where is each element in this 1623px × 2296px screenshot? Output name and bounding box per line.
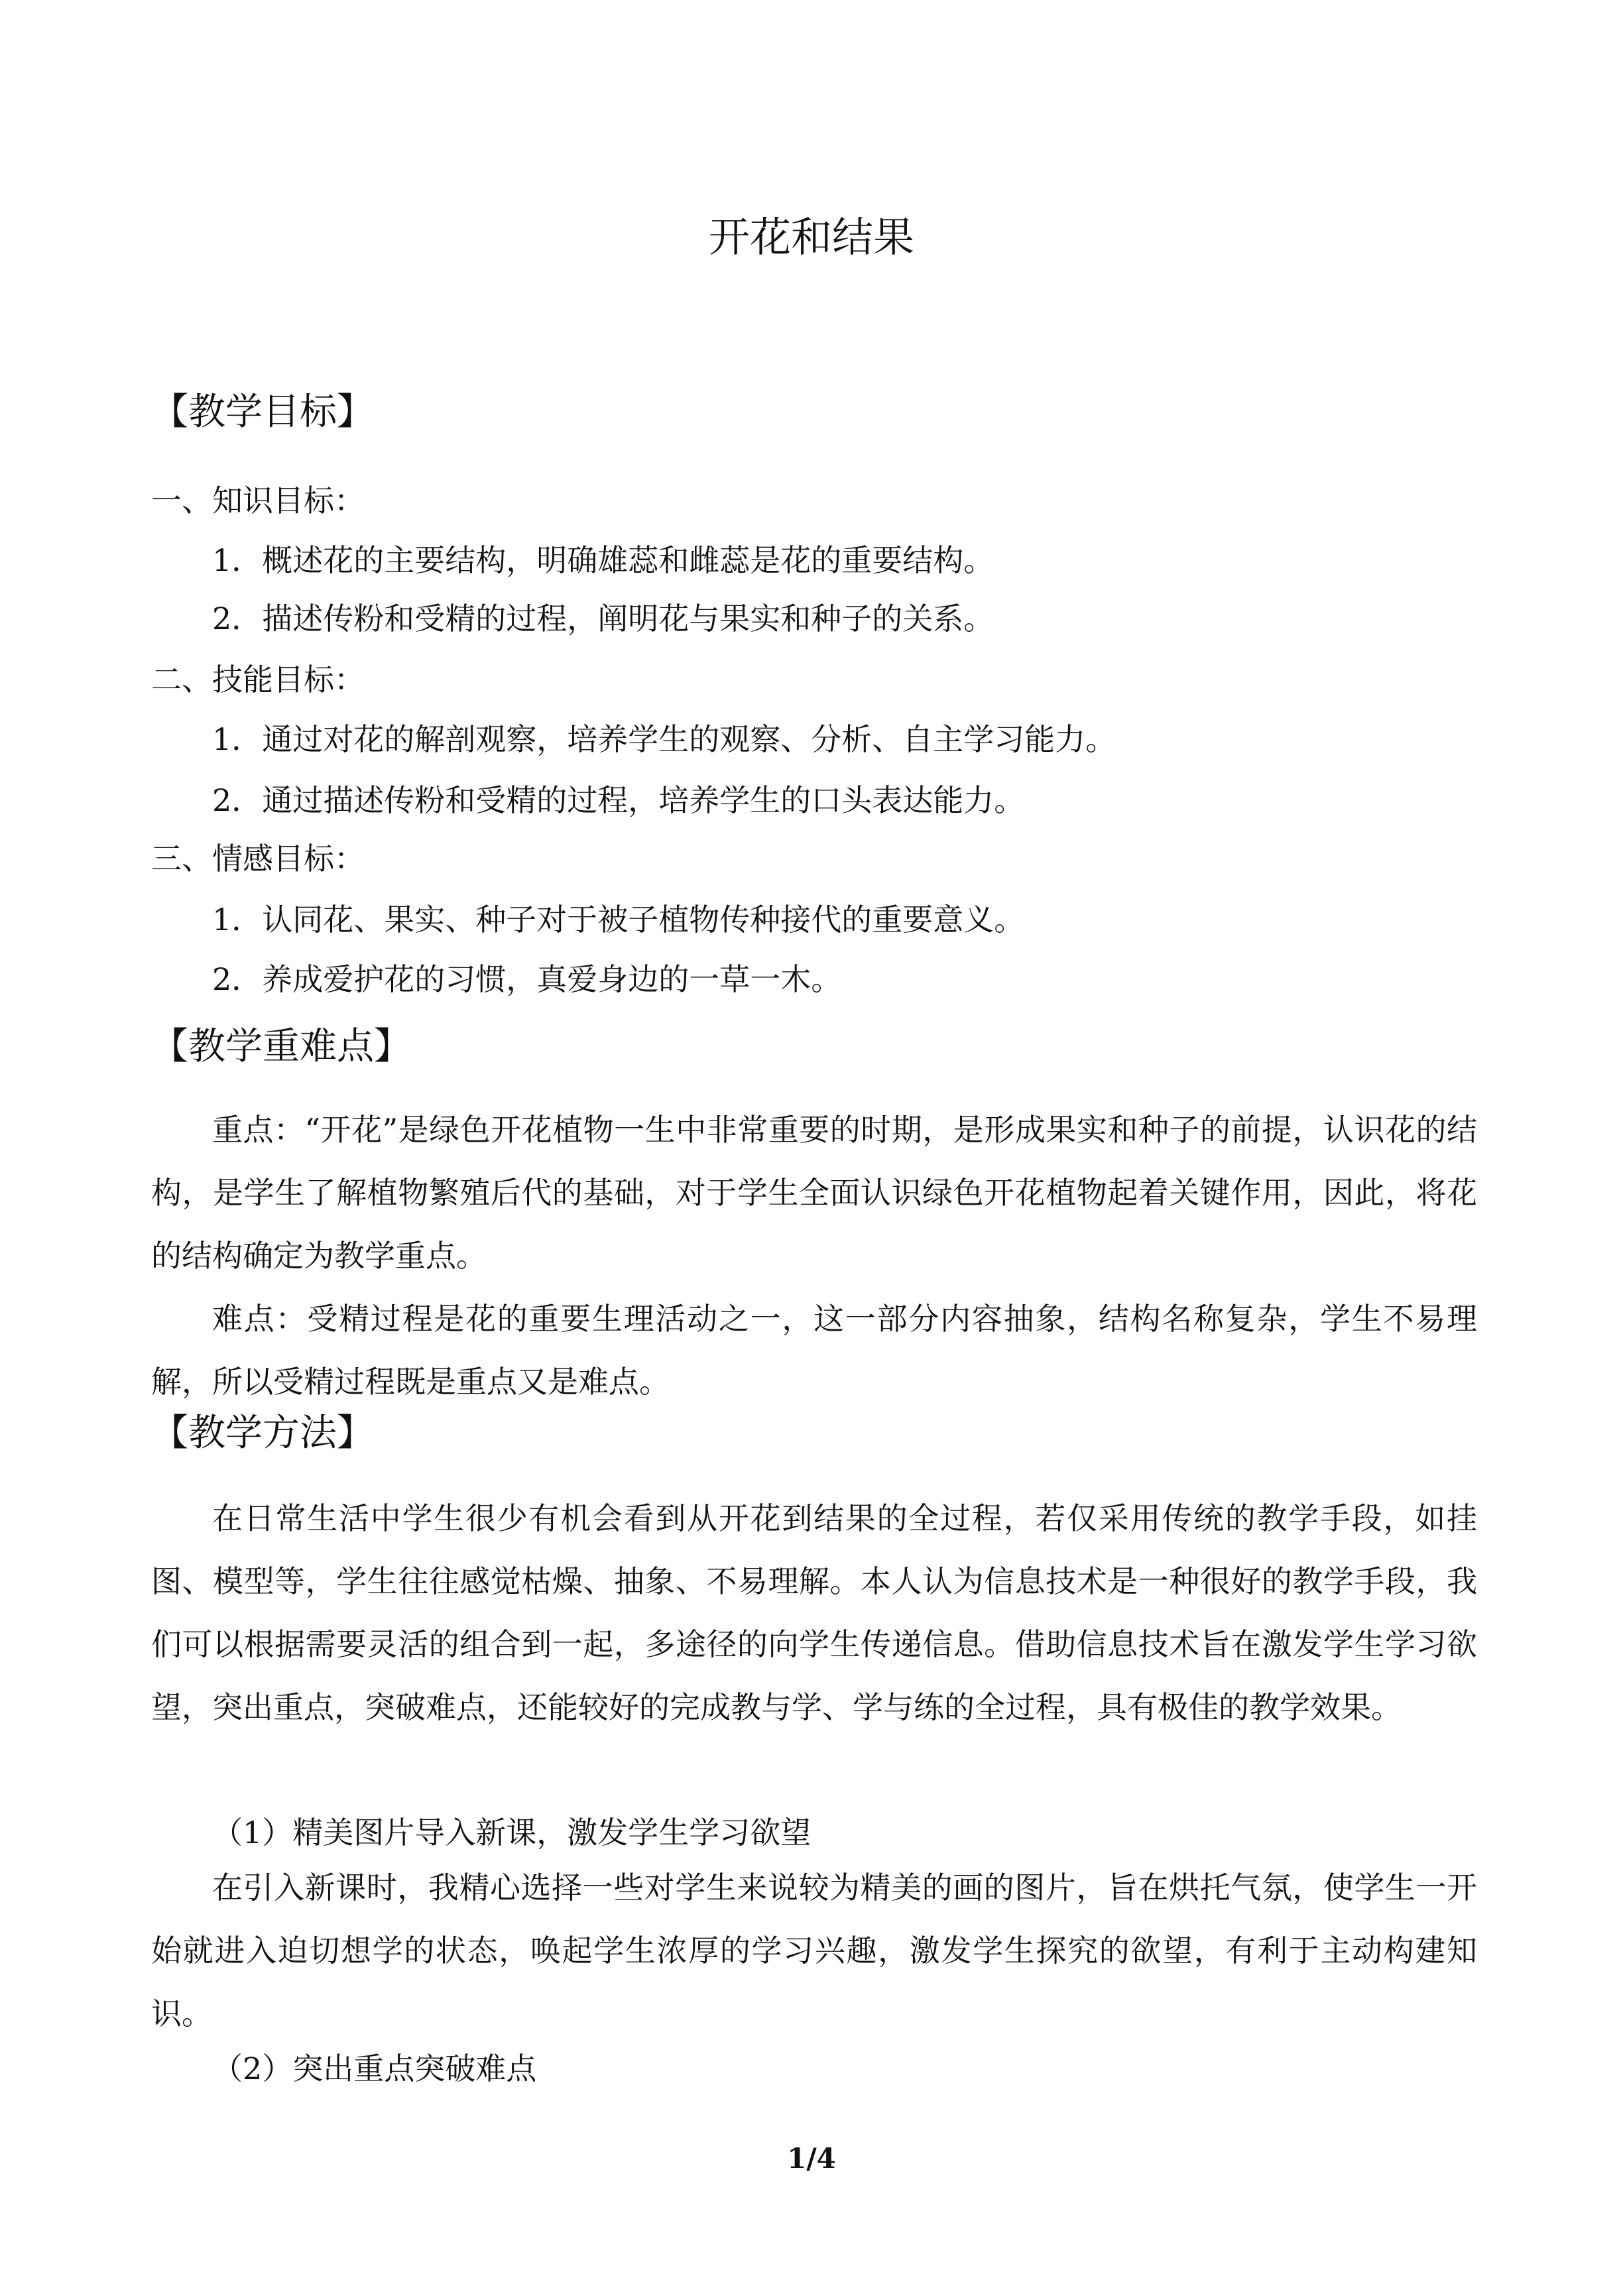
skill-objective-item: 2．通过描述传粉和受精的过程，培养学生的口头表达能力。 — [212, 782, 1025, 818]
skill-objective-item: 1．通过对花的解剖观察，培养学生的观察、分析、自主学习能力。 — [212, 721, 1116, 757]
methods-intro-paragraph: 在日常生活中学生很少有机会看到从开花到结果的全过程，若仅采用传统的教学手段，如挂图、模型等，学生往往感觉枯燥、抽象、不易理解。本人认为信息技术是一种很好的教学手段，我们可以根据需要灵活的组合到一起，多途径的向学生传递信息。借助信息技术旨在激发学生学习欲望，突出重点，突破难点，还能较好的完成教与学、学与练的全过程，具有极佳的教学效果。 — [151, 1500, 1477, 1725]
key-point-paragraph: 重点：“开花”是绿色开花植物一生中非常重要的时期，是形成果实和种子的前提，认识花的结构，是学生了解植物繁殖后代的基础，对于学生全面认识绿色开花植物起着关键作用，因此，将花的结构确定为教学重点。 — [151, 1112, 1477, 1274]
knowledge-objective-item: 2．描述传粉和受精的过程，阐明花与果实和种子的关系。 — [212, 601, 994, 636]
section-heading-objectives: 【教学目标】 — [151, 391, 374, 434]
section-heading-key-points: 【教学重难点】 — [151, 1025, 411, 1068]
emotion-objectives-heading: 三、情感目标： — [151, 841, 365, 876]
page-number: 1/4 — [787, 2142, 836, 2175]
emotion-objective-item: 1．认同花、果实、种子对于被子植物传种接代的重要意义。 — [212, 902, 1025, 937]
section-heading-methods: 【教学方法】 — [151, 1412, 374, 1455]
difficulty-paragraph: 难点：受精过程是花的重要生理活动之一，这一部分内容抽象，结构名称复杂，学生不易理解，所以受精过程既是重点又是难点。 — [151, 1301, 1477, 1400]
skill-objectives-heading: 二、技能目标： — [151, 662, 365, 697]
method-step-heading: （2）突出重点突破难点 — [212, 2051, 537, 2086]
emotion-objective-item: 2．养成爱护花的习惯，真爱身边的一草一木。 — [212, 961, 842, 997]
document-title: 开花和结果 — [708, 213, 914, 261]
method-step-heading: （1）精美图片导入新课，激发学生学习欲望 — [212, 1815, 812, 1850]
knowledge-objectives-heading: 一、知识目标： — [151, 483, 365, 518]
knowledge-objective-item: 1．概述花的主要结构，明确雄蕊和雌蕊是花的重要结构。 — [212, 542, 994, 578]
method-step-paragraph: 在引入新课时，我精心选择一些对学生来说较为精美的画的图片，旨在烘托气氛，使学生一开始就进入迫切想学的状态，唤起学生浓厚的学习兴趣，激发学生探究的欲望，有利于主动构建知识。 — [151, 1870, 1477, 2031]
